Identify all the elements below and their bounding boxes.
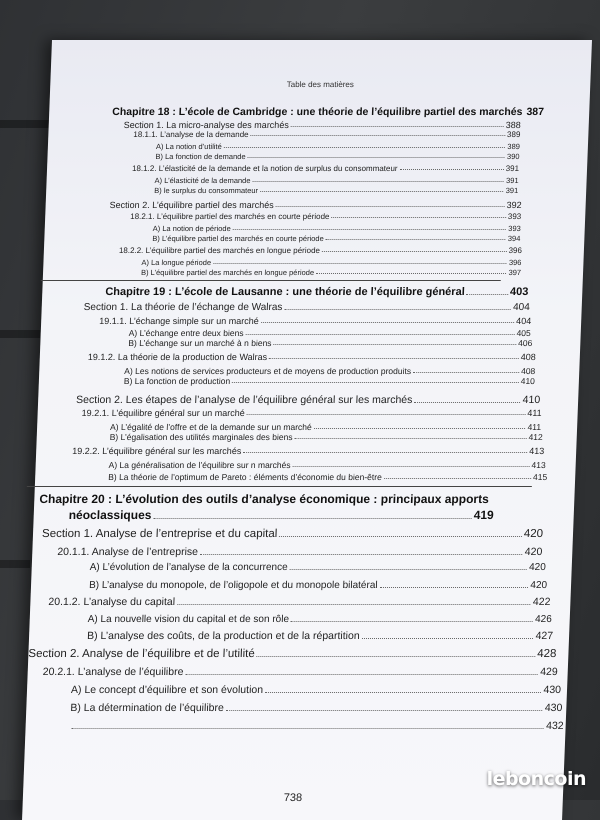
toc-item-entry: [141, 258, 521, 267]
toc-entry-page: 413: [531, 460, 546, 470]
dot-leader: [291, 126, 504, 127]
toc-subsection-entry: [81, 408, 541, 418]
toc-chapter-entry: [105, 286, 528, 298]
dot-leader: [260, 191, 504, 192]
toc-entry-label: Chapitre 19 : L’école de Lausanne : une théorie de l’équilibre général: [105, 286, 465, 298]
dot-leader: [72, 728, 545, 729]
dot-leader: [295, 438, 527, 439]
toc-entry-label: 18.1.1. L’analyse de la demande: [133, 130, 249, 139]
toc-subsection-entry: [130, 212, 521, 221]
dot-leader: [379, 587, 528, 588]
dot-leader: [251, 135, 505, 136]
toc-item-entry: [152, 234, 520, 243]
toc-entry-label: Section 2. Analyse de l’équilibre et de l’utilité: [28, 648, 255, 660]
toc-item-entry: [108, 472, 547, 482]
dot-leader: [269, 358, 519, 359]
toc-entry-label: 20.1.2. L’analyse du capital: [48, 596, 175, 608]
dot-leader: [177, 604, 531, 605]
toc-entry-label: A) L’élasticité de la demande: [154, 176, 250, 185]
toc-entry-page: 420: [529, 562, 546, 573]
toc-entry-label: B) La fonction de production: [124, 376, 231, 386]
toc-entry-label: 18.2.1. L’équilibre partiel des marchés en courte période: [130, 212, 330, 221]
toc-item-entry: [141, 268, 521, 277]
toc-entry-label: A) La notion d’utilité: [156, 142, 222, 151]
toc-entry-page: 404: [516, 316, 531, 326]
toc-entry-label: 19.2.1. L’équilibre général sur un marché: [81, 408, 244, 418]
toc-item-entry: [128, 338, 532, 348]
dot-leader: [290, 569, 527, 570]
toc-item-entry: [155, 152, 519, 161]
toc-entry-page: 406: [518, 338, 533, 348]
toc-chapter-entry: [112, 106, 519, 118]
toc-entry-label: 18.1.2. L’élasticité de la demande et la notion de surplus du consommateur: [132, 164, 398, 173]
dot-leader: [413, 372, 519, 373]
toc-entry-label: Section 2. L’équilibre partiel des marchés: [109, 200, 273, 210]
toc-entry-page: 397: [508, 268, 521, 277]
dot-leader: [243, 452, 527, 453]
toc-entry-label: B) La théorie de l’optimum de Pareto : éléments d’économie du bien-être: [108, 472, 382, 482]
toc-section-entry: [84, 302, 530, 313]
toc-entry-page: 410: [521, 376, 536, 386]
dot-leader: [326, 239, 506, 240]
toc-item-entry: [110, 432, 543, 442]
toc-chapter-entry: [68, 508, 494, 522]
toc-entry-label: B) le surplus du consommateur: [154, 186, 258, 195]
toc-entry-label: A) La nouvelle vision du capital et de son rôle: [88, 614, 290, 625]
dot-leader: [284, 309, 511, 310]
toc-entry-page: 394: [508, 234, 521, 243]
toc-entry-page: 415: [533, 472, 548, 482]
toc-item-entry: [87, 630, 553, 642]
toc-entry-label: Chapitre 20 : L’évolution des outils d’analyse économique : principaux apports: [39, 492, 489, 506]
toc-entry-label: A) La généralisation de l’équilibre sur n marchés: [108, 460, 290, 470]
toc-item-entry: [129, 328, 531, 338]
toc-entry-page: 388: [506, 120, 521, 130]
toc-subsection-entry: [133, 130, 520, 139]
toc-entry-label: Chapitre 18 : L’école de Cambridge : une théorie de l’équilibre partiel des marchés: [112, 106, 523, 118]
dot-leader: [257, 656, 536, 657]
page-header: Table des matières: [50, 80, 590, 89]
toc-item-entry: [69, 720, 563, 732]
dot-leader: [224, 147, 506, 148]
toc-entry-page: 393: [508, 224, 521, 233]
dot-leader: [247, 414, 526, 415]
toc-entry-page: 430: [543, 684, 561, 696]
toc-entry-page: 428: [537, 648, 557, 660]
dot-leader: [248, 157, 505, 158]
toc-entry-page: 396: [509, 258, 522, 267]
toc-entry-page: 410: [522, 394, 540, 406]
toc-entry-page: 412: [528, 432, 543, 442]
page-number: 738: [23, 792, 563, 804]
toc-entry-label: B) L’analyse du monopole, de l’oligopole et du monopole bilatéral: [89, 580, 378, 591]
toc-entry-label: B) L’égalisation des utilités marginales des biens: [110, 432, 293, 442]
toc-section-entry: [42, 528, 543, 540]
toc-entry-page: 422: [533, 596, 551, 608]
dot-leader: [400, 169, 504, 170]
toc-entry-page: 426: [535, 614, 552, 625]
toc-item-entry: [108, 460, 545, 470]
toc-item-entry: [124, 376, 535, 386]
toc-entry-page: 408: [521, 366, 536, 376]
toc-entry-page: 389: [507, 130, 521, 139]
toc-entry-label: A) Les notions de services producteurs et de moyens de production produits: [124, 366, 411, 376]
toc-subsection-entry: [42, 666, 557, 678]
toc-entry-label: B) L’analyse des coûts, de la production et de la répartition: [87, 630, 360, 642]
toc-entry-page: 403: [510, 286, 529, 298]
toc-entry-page: 391: [506, 186, 519, 195]
toc-entry-label: Section 2. Les étapes de l’analyse de l’équilibre général sur les marchés: [76, 394, 413, 406]
toc-entry-page: 390: [507, 152, 520, 161]
toc-entry-page: 420: [530, 580, 547, 591]
toc-entry-page: 391: [506, 164, 520, 173]
dot-leader: [279, 536, 522, 537]
toc-chapter-entry: [39, 492, 485, 506]
toc-section-entry: [109, 200, 521, 210]
toc-item-entry: [88, 614, 552, 625]
dot-leader: [153, 518, 471, 519]
toc-entry-label: 18.2.2. L’équilibre partiel des marchés en longue période: [119, 246, 320, 255]
dot-leader: [362, 638, 534, 639]
toc-subsection-entry: [57, 546, 542, 558]
dot-leader: [265, 692, 541, 693]
toc-subsection-entry: [119, 246, 522, 255]
dot-leader: [414, 402, 520, 403]
toc-entry-label: 20.1.1. Analyse de l’entreprise: [57, 546, 198, 558]
toc-entry-label: A) La notion de période: [153, 224, 231, 233]
toc-entry-label: B) La fonction de demande: [155, 152, 245, 161]
dot-leader: [322, 251, 507, 252]
dot-leader: [246, 334, 515, 335]
dot-leader: [316, 273, 506, 274]
toc-entry-label: 20.2.1. L’analyse de l’équilibre: [42, 666, 183, 678]
toc-entry-label: B) L’équilibre partiel des marchés en courte période: [152, 234, 324, 243]
toc-entry-page: 432: [546, 720, 564, 732]
toc-item-entry: [71, 684, 561, 696]
dot-leader: [273, 344, 516, 345]
toc-entry-label: néoclassiques: [68, 508, 151, 522]
toc-section-entry: [124, 120, 521, 130]
toc-entry-label: 19.2.2. L’équilibre général sur les marchés: [72, 446, 241, 456]
toc-entry-page: 427: [535, 630, 553, 642]
book-page: [22, 40, 592, 820]
table-slat: [0, 560, 30, 568]
toc-entry-page: 408: [521, 352, 536, 362]
toc-subsection-entry: [72, 446, 544, 456]
toc-section-entry: [76, 394, 540, 406]
dot-leader: [213, 263, 507, 264]
toc-item-entry: [89, 580, 547, 591]
toc-entry-page: 391: [506, 176, 519, 185]
toc-subsection-entry: [88, 352, 536, 362]
toc-item-entry: [110, 422, 541, 432]
toc-item-entry: [153, 224, 521, 233]
toc-entry-page: 420: [524, 528, 544, 540]
chapter-divider: [41, 280, 501, 281]
dot-leader: [314, 428, 526, 429]
table-slat: [0, 330, 40, 338]
toc-entry-label: B) L’échange sur un marché à n biens: [128, 338, 272, 348]
toc-subsection-entry: [99, 316, 531, 326]
toc-entry-label: Section 1. La micro-analyse des marchés: [124, 120, 289, 130]
leboncoin-watermark: leboncoin: [487, 768, 586, 790]
toc-entry-page: 405: [516, 328, 531, 338]
toc-entry-page: 420: [525, 546, 543, 558]
dot-leader: [384, 478, 531, 479]
dot-leader: [185, 674, 538, 675]
dot-leader: [293, 466, 530, 467]
toc-entry-page: 411: [527, 408, 542, 418]
chapter-divider: [27, 486, 532, 487]
dot-leader: [261, 322, 514, 323]
dot-leader: [276, 206, 505, 207]
toc-item-entry: [156, 142, 520, 151]
toc-entry-label: A) Le concept d’équilibre et son évolution: [71, 684, 264, 696]
dot-leader: [331, 217, 505, 218]
toc-entry-page: 404: [513, 302, 530, 313]
toc-entry-page: 411: [527, 422, 541, 432]
toc-entry-page: 413: [529, 446, 544, 456]
toc-entry-label: A) L’échange entre deux biens: [129, 328, 244, 338]
dot-leader: [233, 229, 507, 230]
toc-entry-page: 393: [508, 212, 522, 221]
toc-entry-page: 430: [545, 702, 563, 714]
toc-entry-label: Section 1. La théorie de l’échange de Walras: [84, 302, 283, 313]
toc-section-entry: [28, 648, 556, 660]
toc-entry-page: 392: [506, 200, 521, 210]
toc-subsection-entry: [132, 164, 519, 173]
toc-entry-label: A) L’égalité de l’offre et de la demande sur un marché: [110, 422, 312, 432]
toc-item-entry: [90, 562, 546, 573]
toc-entry-label: 19.1.1. L’échange simple sur un marché: [99, 316, 259, 326]
toc-entry-label: B) La détermination de l’équilibre: [70, 702, 224, 714]
toc-item-entry: [124, 366, 535, 376]
toc-entry-label: Section 1. Analyse de l’entreprise et du capital: [42, 528, 278, 540]
toc-item-entry: [154, 186, 518, 195]
dot-leader: [291, 621, 533, 622]
dot-leader: [200, 554, 523, 555]
toc-entry-page: 396: [508, 246, 522, 255]
toc-item-entry: [154, 176, 518, 185]
toc-entry-label: A) La longue période: [141, 258, 211, 267]
toc-entry-label: A) L’évolution de l’analyse de la concurrence: [90, 562, 288, 573]
toc-entry-label: 19.1.2. La théorie de la production de Walras: [88, 352, 268, 362]
toc-entry-page: 429: [540, 666, 558, 678]
toc-entry-page: 389: [507, 142, 520, 151]
toc-entry-label: B) L’équilibre partiel des marchés en longue période: [141, 268, 314, 277]
toc-entry-page: 419: [473, 508, 494, 522]
dot-leader: [226, 710, 543, 711]
dot-leader: [252, 181, 504, 182]
toc-entry-page: 387: [526, 106, 544, 118]
toc-subsection-entry: [48, 596, 550, 608]
toc-item-entry: [70, 702, 562, 714]
dot-leader: [232, 382, 519, 383]
dot-leader: [467, 294, 508, 295]
